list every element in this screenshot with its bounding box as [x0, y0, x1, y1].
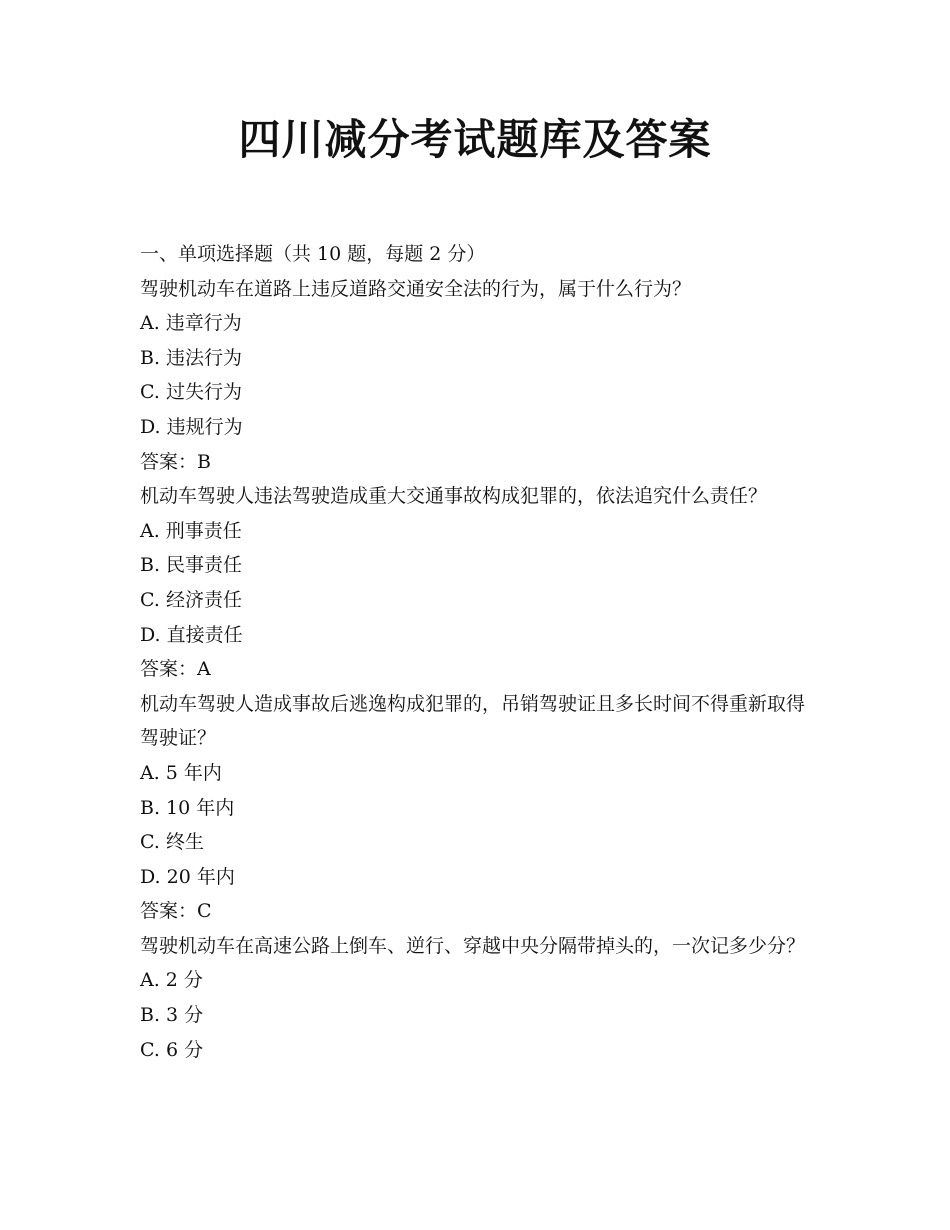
question-text: 机动车驾驶人违法驾驶造成重大交通事故构成犯罪的，依法追究什么责任？	[140, 485, 768, 508]
section-heading: 一、单项选择题（共 10 题，每题 2 分）	[140, 243, 486, 265]
question-text: 机动车驾驶人造成事故后逃逸构成犯罪的，吊销驾驶证且多长时间不得重新取得驾驶证？	[140, 692, 806, 750]
option-b: B. 10 年内	[140, 796, 235, 819]
question-block	[140, 929, 820, 1067]
question-text: 驾驶机动车在道路上违反道路交通安全法的行为，属于什么行为？	[140, 277, 692, 300]
question-text: 驾驶机动车在高速公路上倒车、逆行、穿越中央分隔带掉头的，一次记多少分？	[140, 934, 806, 957]
answer-text: 答案：A	[140, 658, 211, 681]
option-b: B. 民事责任	[140, 554, 243, 577]
option-a: A. 2 分	[140, 969, 203, 992]
option-a: A. 违章行为	[140, 312, 242, 335]
option-c: C. 终生	[140, 831, 204, 854]
answer-text: 答案：B	[140, 450, 211, 473]
option-d: D. 违规行为	[140, 415, 243, 438]
option-a: A. 5 年内	[140, 761, 222, 784]
option-b: B. 3 分	[140, 1004, 204, 1027]
option-c: C. 6 分	[140, 1038, 204, 1061]
answer-text: 答案：C	[140, 900, 212, 923]
option-a: A. 刑事责任	[140, 519, 242, 542]
option-b: B. 违法行为	[140, 346, 243, 369]
question-block	[140, 272, 820, 480]
question-block	[140, 687, 820, 929]
option-c: C. 过失行为	[140, 381, 242, 404]
question-block	[140, 479, 820, 687]
option-c: C. 经济责任	[140, 588, 242, 611]
document-title: 四川减分考试题库及答案	[238, 115, 712, 164]
document-body	[140, 237, 820, 1067]
option-d: D. 直接责任	[140, 623, 243, 646]
option-d: D. 20 年内	[140, 865, 235, 888]
